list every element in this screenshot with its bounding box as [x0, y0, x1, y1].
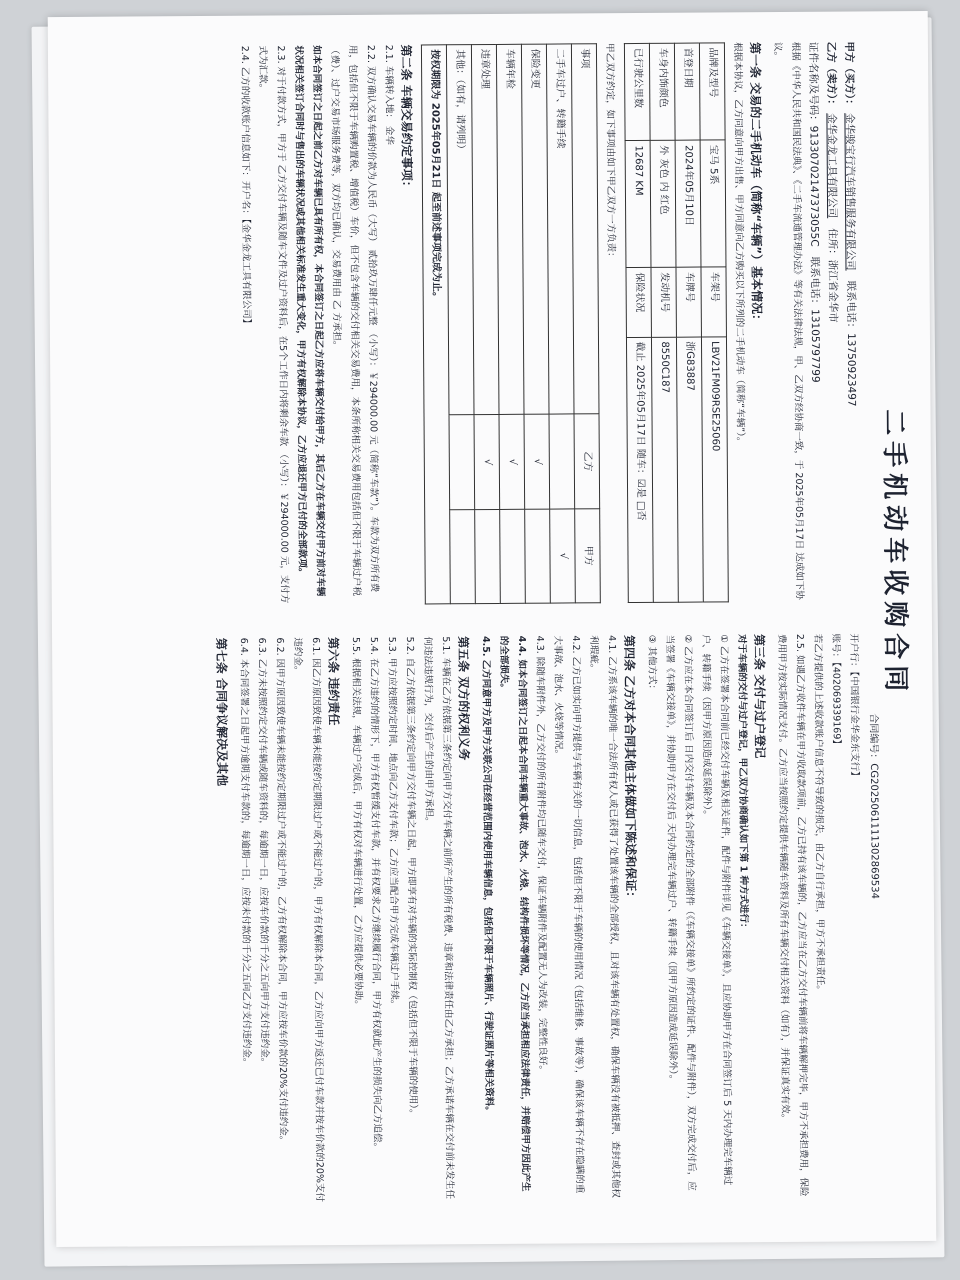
- article-2-3: 2.3. 对于付款方式，甲方于 乙方交付车辆及随车文件及过户资料后，在5个工作日内将剩余车款 （小写）：￥294000.00 元，支付方式为汇款。: [256, 45, 290, 604]
- party-a-tel: 联系电话：13750923497: [844, 280, 858, 407]
- rotated-page: [68, 23, 926, 1219]
- vehicle-table: [624, 42, 729, 603]
- bank-note: 若乙方提供的上述收款账户信息不符导致的损失，由乙方自行承担，甲方不承担责任。: [812, 633, 826, 995]
- party-b-address: 住所：浙江省金华市: [826, 228, 839, 323]
- article-7-title: 第七条 合同争议解决及其他: [214, 637, 230, 787]
- article-4-5: 4.5. 乙方同意甲方及甲方关联公司在经营范围内使用车辆信息，包括但不限于车辆照片、行驶证照片等相关资料。: [480, 636, 495, 1116]
- table-row: 违章处理 √: [471, 44, 500, 603]
- party-b-id: 证件名称及号码：91330702147373055C: [806, 41, 821, 247]
- contract-sheet: [48, 11, 937, 1247]
- table-row: 首登日期 2024年05月10日 车牌号 浙G83887: [674, 43, 703, 602]
- article-5-2: 5.2. 自乙方依据第三条约定向甲方交付车辆之日起，甲方即享有对车辆的实际控制权（包括但不限于车辆的使用）。: [404, 636, 419, 1119]
- article-3-opt2: ② 乙方应在本合同签订后 日内交付车辆及本合同约定的全部附件（《车辆交接单》所约定的证件、配件与附件），双方完成交付后，应当签署《车辆交接单》，并协助甲方在交付后 天内办理完车辆过户、转籍手续（因甲方原因造成延误除外）。: [664, 634, 697, 1191]
- left-column: [235, 41, 862, 605]
- table-row: 已行驶公里数 12687 KM 保险状况 截止 2025年05月17日 随车：☑是 □否: [624, 43, 653, 602]
- party-b-tel: 联系电话：13105797799: [808, 256, 822, 383]
- article-6-4: 6.4. 本合同签署之日起甲方逾期支付车款的，每逾期一日，应按未付款的千分之五向乙方支付违约金。: [238, 637, 253, 1068]
- article-6-3: 6.3. 乙方未按照约定交付车辆或随车资料的，每逾期一日，应按车价款的千分之五向甲方支付违约金。: [256, 637, 271, 1068]
- party-b-line: 乙方（卖方）： 金华金龙工具有限公司 住所：浙江省金华市: [824, 41, 839, 323]
- table-row: 二手车过户、转籍手续 √: [546, 44, 575, 603]
- article-4-1: 4.1. 乙方系该车辆的唯一合法所有权人或已获得了处置该车辆的全部授权，且对该车辆有处置权，确保车辆没有被抵押、查封或其他权利瑕疵。: [588, 635, 621, 1198]
- table-row: 品牌及型号 宝马 5系 车架号 LBV21FM09RSE25060: [699, 43, 728, 602]
- duty-intro: 甲乙双方约定，如下事项由如下甲乙双方一方负责：: [603, 43, 617, 262]
- article-6-title: 第六条 违约责任: [326, 637, 341, 726]
- article-5-4: 5.4. 在乙方违约的情形下，甲方有权暂缓支付车款，并有权要求乙方继续履行合同，甲方有权就此产生的损失向乙方追偿。: [368, 636, 383, 1153]
- article-2-title: 第二条 车辆交易约定事项：: [398, 44, 414, 193]
- article-4-title: 第四条 乙方对本合同其他主体做如下陈述和保证：: [622, 634, 638, 904]
- preamble: 根据《中华人民共和国民法典》、《二手车流通管理办法》等有关法律法规，甲、乙双方经协商一致，于 2025年05月17日 达成如下协议。: [771, 41, 805, 600]
- article-5-title: 第五条 双方的权利义务: [456, 636, 471, 761]
- article-1-intro: 根据本协议，乙方同意向甲方出售、甲方同意向乙方购买以下所列的二手机动车（简称“车辆”）。: [731, 42, 746, 447]
- article-5-1: 5.1. 车辆在乙方依据第三条约定向甲方交付车辆之前所产生的所有税费、违章和法律责任由乙方承担；乙方承诺车辆在交付前未发生任何违法违规行为，交付后产生的由甲方承担。: [422, 636, 455, 1200]
- table-row: 按权期限为 2025年05月21日 起至前述事项完成为止。: [421, 45, 450, 604]
- article-1-title: 第一条 交易的二手机动车（简称“车辆”）基本情况：: [747, 42, 764, 327]
- article-2-1: 2.1. 车辆转入地： 金华: [382, 44, 395, 145]
- party-a-name: 金华骏宝行汽车销售服务有限公司: [843, 113, 857, 271]
- article-4-3: 4.3. 除随车附件外，乙方交付的所有附件均已随车交付，保证车辆附件及配置无人为改装，完整性良好。: [534, 635, 549, 1075]
- duty-table: [421, 43, 601, 604]
- party-b-name: 金华金龙工具有限公司: [825, 113, 839, 219]
- article-2-4: 2.4. 乙方的收款账户信息如下：开户名：【金华金龙工具有限公司】: [238, 45, 252, 329]
- table-header-row: 事项 乙方 甲方: [571, 44, 600, 603]
- article-3-intro: 对于车辆的交付与过户登记，甲乙双方协商确认如下第 1 种方式进行：: [736, 634, 750, 933]
- article-3-title: 第三条 交付与过户登记: [752, 634, 767, 759]
- page-title: 二手机动车收购合同: [878, 409, 911, 698]
- bank-account: 账号：【402069339169】: [830, 633, 842, 749]
- right-column: [212, 633, 866, 1203]
- table-row: 其他：（如有，请列明）: [446, 45, 475, 604]
- article-2-2: 2.2. 双方确认交易车辆的价款为人民币（大写） 贰拾玖万肆仟元整 （小写）：￥294000.00 元（简称“车款”）。车款为双方所有费用，包括但不限于车辆购置税、增值税）车价，但不包含车辆的交付相关交易费用，本条所称相关交易费用包括但不限于车辆过户税（费）、过户交易市场服务费等，双方均已确认，交易费用由 乙 方承担。: [328, 44, 380, 597]
- article-3-opt3: ③ 其他方式：: [646, 634, 658, 694]
- bank-name: 开户行：【中国银行金华金东支行】: [848, 633, 861, 781]
- article-5-3: 5.3. 甲方应按照约定时间、地点向乙方支付车款；乙方应当配合甲方完成车辆过户手续。: [386, 636, 400, 1010]
- contract-number: 合同编号：CG20250611113028695​34: [867, 713, 880, 900]
- article-6-2: 6.2. 因甲方原因致使车辆未能按约定期限过户或不能过户的，乙方有权解除本合同，甲方应按车价款的20%支付违约金。: [274, 637, 289, 1146]
- article-3-opt1: ① 乙方在签署本合同前已经交付车辆及相关证件，配件与附件详见《车辆交接单》，且应协助甲方在合同签订后 5 天内办理完车辆过户、转籍手续（因甲方原因造成延误除外）。: [700, 634, 733, 1186]
- table-row: 车身内饰颜色 外 灰色 内 红色 发动机号 8550C187: [649, 43, 678, 602]
- party-a-line: 甲方（买方）： 金华骏宝行汽车销售服务有限公司 联系电话：13750923497: [842, 41, 858, 407]
- article-2-note: 如本合同签订之日起之前乙方对车辆已具有所有权，本合同签订之日起乙方应将车辆交付给甲方，其后乙方在车辆交付甲方前对车辆状况相关签订合同时与售出的车辆状况或其他相关标准发生重大变化，甲方有权解除本协议，乙方应退还甲方已付的全部款项。: [292, 45, 326, 597]
- table-row: 车辆年检 √: [496, 44, 525, 603]
- table-row: 保险变更 √: [521, 44, 550, 603]
- article-5-5: 5.5. 根据相关法规，车辆过户完成后，甲方有权对车辆进行处置，乙方应提供必要协助。: [350, 636, 364, 1010]
- article-2-5: 2.5. 如遇乙方收件车辆在甲方收取款项前，乙方已持有该车辆的，乙方应当在乙方交付车辆前将车辆解押完毕，甲方不承担费用，保险费用甲方按实际情况支付。乙方应当按照约定提供车辆随车资料及所有车辆交付相关资料（如有），并保证真实有效。: [776, 633, 809, 1197]
- article-4-2: 4.2. 乙方已如实向甲方提供与车辆有关的一切信息，包括但不限于车辆的使用情况（包括维修、事故等），确保该车辆不存在隐瞒的重大事故、泡水、火烧等情况。: [552, 635, 585, 1194]
- article-4-4: 4.4. 如本合同签订之日起本合同车辆重大事故、泡水、火烧、结构件损坏等情况，乙方应当承担相应法律责任，并赔偿甲方因此产生的全部损失。: [498, 635, 531, 1192]
- article-6-1: 6.1. 因乙方原因致使车辆未能按约定期限过户或不能过户的，甲方有权解除本合同，乙方应向甲方返还已付车款并按车价款的20%支付违约金。: [292, 637, 325, 1203]
